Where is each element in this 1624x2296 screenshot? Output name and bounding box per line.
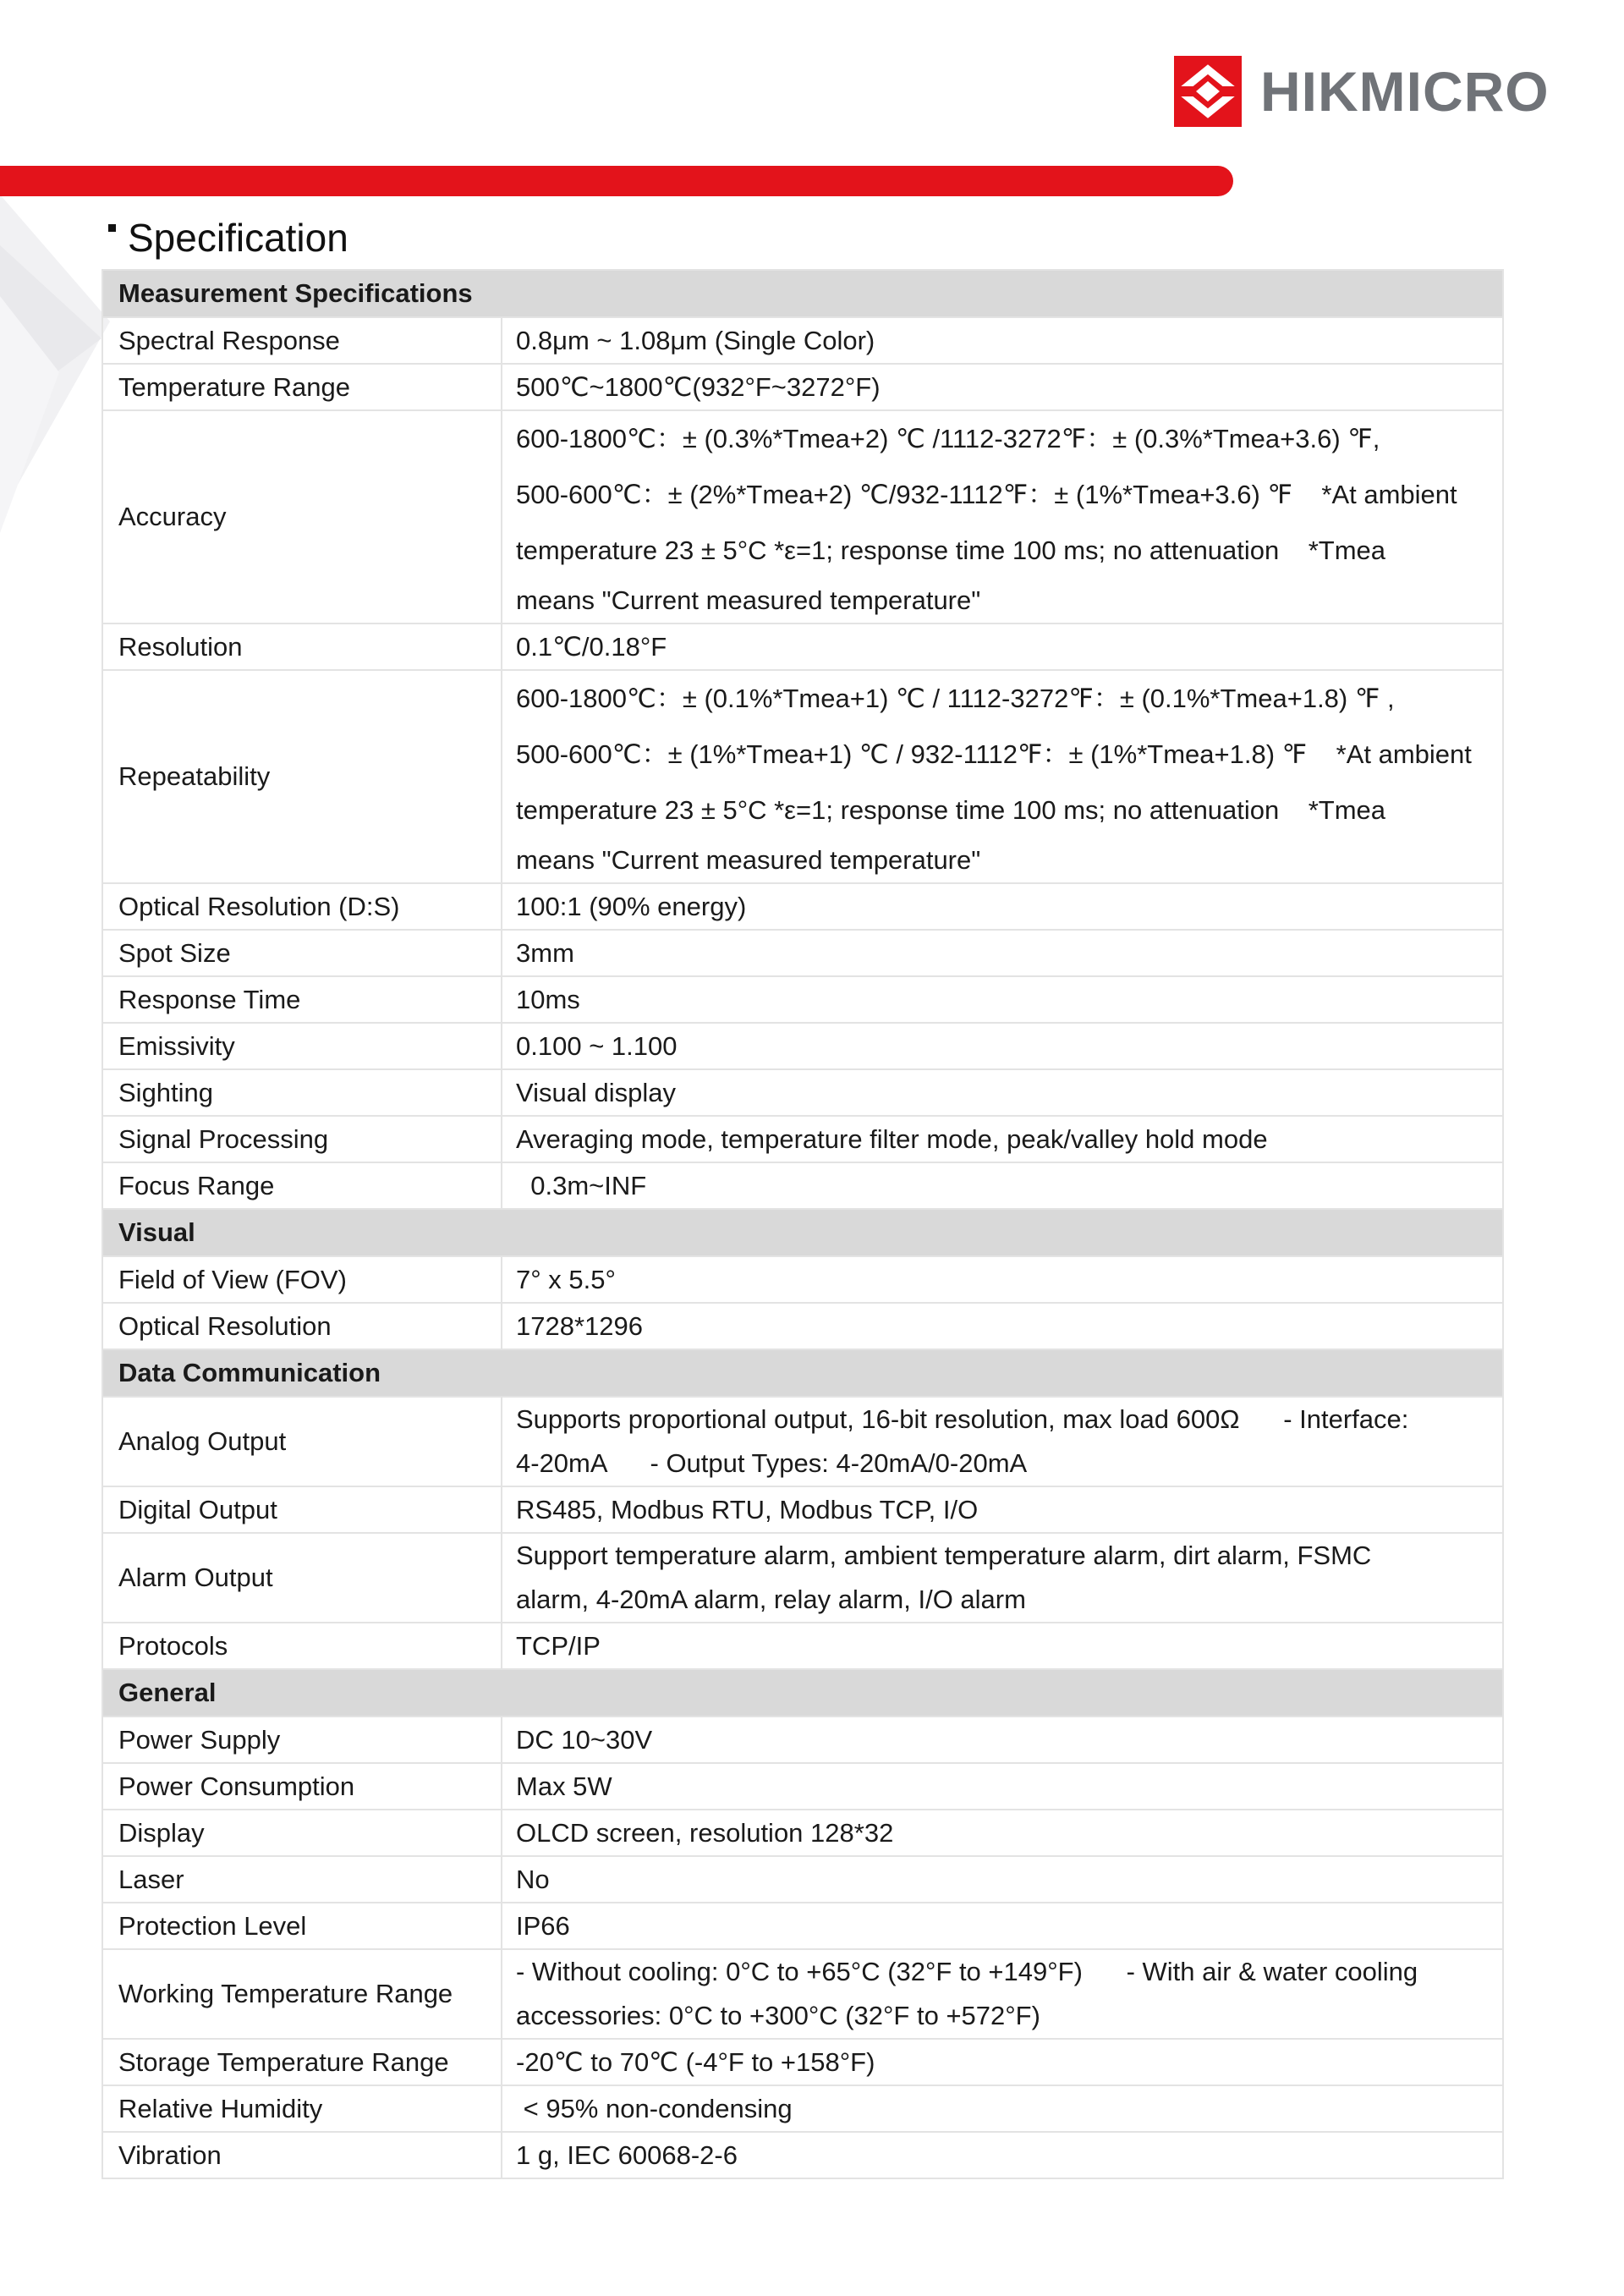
section-header-row xyxy=(102,1669,1503,1717)
spec-label: Power Supply xyxy=(102,1717,502,1763)
table-row xyxy=(102,1303,1503,1349)
table-row xyxy=(102,623,1503,670)
spec-table xyxy=(102,269,1504,2179)
spec-label: Power Consumption xyxy=(102,1763,502,1810)
spec-value-line: temperature 23 ± 5°C *ε=1; response time 100 ms; no attenuation *Tmea xyxy=(516,795,1386,825)
section-header-row xyxy=(102,1349,1503,1397)
table-row xyxy=(102,2039,1503,2085)
spec-label: Response Time xyxy=(102,976,502,1023)
spec-label: Protection Level xyxy=(102,1903,502,1949)
table-row xyxy=(102,883,1503,930)
spec-value-line: Visual display xyxy=(516,1077,676,1107)
section-title: Data Communication xyxy=(102,1349,1503,1397)
section-title: Measurement Specifications xyxy=(102,270,1503,317)
spec-value xyxy=(502,1023,1503,1069)
spec-label: Field of View (FOV) xyxy=(102,1256,502,1303)
spec-value-line: Max 5W xyxy=(516,1771,612,1801)
spec-value xyxy=(502,1256,1503,1303)
spec-value xyxy=(502,1069,1503,1116)
spec-value xyxy=(502,1303,1503,1349)
table-row xyxy=(102,1162,1503,1209)
spec-value xyxy=(502,1116,1503,1162)
spec-label: Sighting xyxy=(102,1069,502,1116)
table-row xyxy=(102,1903,1503,1949)
spec-value-line: 500-600℃：± (2%*Tmea+2) ℃/932-1112℉：± (1%*Tmea+3.6) ℉ *At ambient xyxy=(516,480,1457,509)
spec-value-line: 3mm xyxy=(516,937,574,968)
spec-value xyxy=(502,1949,1503,2039)
spec-label: Analog Output xyxy=(102,1397,502,1486)
spec-value-line: IP66 xyxy=(516,1910,570,1941)
spec-value-line: accessories: 0°C to +300°C (32°F to +572°F) xyxy=(516,2001,1040,2030)
spec-value xyxy=(502,1903,1503,1949)
table-row xyxy=(102,1623,1503,1669)
spec-label: Accuracy xyxy=(102,410,502,623)
spec-label: Resolution xyxy=(102,623,502,670)
table-row xyxy=(102,976,1503,1023)
spec-value-line: DC 10~30V xyxy=(516,1724,653,1755)
spec-label: Optical Resolution (D:S) xyxy=(102,883,502,930)
heading-bullet xyxy=(108,224,116,232)
spec-value-line: Supports proportional output, 16-bit resolution, max load 600Ω - Interface: xyxy=(516,1404,1409,1434)
hikmicro-logo-icon xyxy=(1174,56,1242,127)
spec-label: Focus Range xyxy=(102,1162,502,1209)
spec-value-line: 500-600℃：± (1%*Tmea+1) ℃ / 932-1112℉：± (1%*Tmea+1.8) ℉ *At ambient xyxy=(516,739,1472,769)
spec-value xyxy=(502,670,1503,883)
table-row xyxy=(102,670,1503,883)
spec-value-line: No xyxy=(516,1864,550,1894)
spec-value xyxy=(502,1717,1503,1763)
section-header-row xyxy=(102,270,1503,317)
section-header-row xyxy=(102,1209,1503,1256)
spec-value-line: RS485, Modbus RTU, Modbus TCP, I/O xyxy=(516,1494,979,1524)
spec-value-line: Support temperature alarm, ambient temperature alarm, dirt alarm, FSMC xyxy=(516,1541,1372,1570)
spec-value xyxy=(502,2085,1503,2132)
table-row xyxy=(102,1256,1503,1303)
spec-value xyxy=(502,1397,1503,1486)
spec-value xyxy=(502,364,1503,410)
spec-label: Display xyxy=(102,1810,502,1856)
decorative-shard-graphic xyxy=(0,195,110,533)
spec-label: Protocols xyxy=(102,1623,502,1669)
spec-value-line: means "Current measured temperature" xyxy=(516,585,981,615)
spec-label: Signal Processing xyxy=(102,1116,502,1162)
spec-label: Storage Temperature Range xyxy=(102,2039,502,2085)
spec-value-line: 600-1800℃：± (0.1%*Tmea+1) ℃ / 1112-3272℉：± (0.1%*Tmea+1.8) ℉ , xyxy=(516,684,1395,713)
spec-value-line: 600-1800℃：± (0.3%*Tmea+2) ℃ /1112-3272℉：± (0.3%*Tmea+3.6) ℉, xyxy=(516,424,1380,453)
spec-value-line: temperature 23 ± 5°C *ε=1; response time 100 ms; no attenuation *Tmea xyxy=(516,536,1386,565)
spec-value xyxy=(502,883,1503,930)
table-row xyxy=(102,1856,1503,1903)
spec-label: Temperature Range xyxy=(102,364,502,410)
table-row xyxy=(102,1810,1503,1856)
spec-value xyxy=(502,2132,1503,2178)
header-accent-bar xyxy=(0,166,1233,196)
table-row xyxy=(102,1486,1503,1533)
spec-label: Relative Humidity xyxy=(102,2085,502,2132)
spec-value xyxy=(502,1533,1503,1623)
table-row xyxy=(102,317,1503,364)
spec-label: Working Temperature Range xyxy=(102,1949,502,2039)
spec-label: Digital Output xyxy=(102,1486,502,1533)
spec-value xyxy=(502,1623,1503,1669)
spec-value-line: means "Current measured temperature" xyxy=(516,845,981,875)
spec-label: Repeatability xyxy=(102,670,502,883)
spec-label: Emissivity xyxy=(102,1023,502,1069)
spec-value-line: 0.1℃/0.18°F xyxy=(516,631,667,662)
spec-value xyxy=(502,623,1503,670)
table-row xyxy=(102,2085,1503,2132)
spec-value xyxy=(502,930,1503,976)
spec-value-line: 0.3m~INF xyxy=(516,1170,647,1200)
spec-label: Laser xyxy=(102,1856,502,1903)
table-row xyxy=(102,410,1503,623)
table-row xyxy=(102,2132,1503,2178)
spec-value-line: 10ms xyxy=(516,984,580,1014)
spec-value-line: - Without cooling: 0°C to +65°C (32°F to +149°F) - With air & water cooling xyxy=(516,1957,1418,1986)
table-row xyxy=(102,1116,1503,1162)
spec-value-line: 4-20mA - Output Types: 4-20mA/0-20mA xyxy=(516,1448,1028,1478)
table-row xyxy=(102,1949,1503,2039)
spec-value-line: 1728*1296 xyxy=(516,1310,643,1341)
table-row xyxy=(102,1069,1503,1116)
spec-value-line: 0.100 ~ 1.100 xyxy=(516,1030,678,1061)
section-title: Visual xyxy=(102,1209,1503,1256)
table-row xyxy=(102,364,1503,410)
spec-value-line: alarm, 4-20mA alarm, relay alarm, I/O alarm xyxy=(516,1585,1026,1614)
spec-table-body xyxy=(102,270,1503,2178)
spec-value-line: 500℃~1800℃(932°F~3272°F) xyxy=(516,371,881,402)
spec-value xyxy=(502,410,1503,623)
spec-label: Optical Resolution xyxy=(102,1303,502,1349)
spec-value xyxy=(502,2039,1503,2085)
section-title: General xyxy=(102,1669,1503,1717)
spec-value xyxy=(502,976,1503,1023)
page-title xyxy=(108,216,348,260)
spec-value xyxy=(502,1162,1503,1209)
spec-value-line: 100:1 (90% energy) xyxy=(516,891,747,921)
spec-value-line: 0.8μm ~ 1.08μm (Single Color) xyxy=(516,325,875,355)
table-row xyxy=(102,1717,1503,1763)
spec-label: Spectral Response xyxy=(102,317,502,364)
table-row xyxy=(102,1397,1503,1486)
spec-value xyxy=(502,1810,1503,1856)
table-row xyxy=(102,1763,1503,1810)
page-title-text: Specification xyxy=(128,216,348,260)
spec-value-line: OLCD screen, resolution 128*32 xyxy=(516,1817,894,1848)
spec-value-line: 7° x 5.5° xyxy=(516,1264,616,1294)
spec-value xyxy=(502,1763,1503,1810)
spec-label: Vibration xyxy=(102,2132,502,2178)
table-row xyxy=(102,1533,1503,1623)
spec-value-line: TCP/IP xyxy=(516,1630,601,1661)
table-row xyxy=(102,930,1503,976)
spec-value xyxy=(502,1486,1503,1533)
spec-label: Alarm Output xyxy=(102,1533,502,1623)
table-row xyxy=(102,1023,1503,1069)
spec-value-line: Averaging mode, temperature filter mode, peak/valley hold mode xyxy=(516,1123,1268,1154)
brand-logo xyxy=(1174,56,1550,127)
spec-value xyxy=(502,317,1503,364)
spec-label: Spot Size xyxy=(102,930,502,976)
spec-value-line: < 95% non-condensing xyxy=(516,2093,793,2123)
brand-name: HIKMICRO xyxy=(1260,60,1550,123)
spec-value-line: 1 g, IEC 60068-2-6 xyxy=(516,2139,738,2170)
spec-value-line: -20℃ to 70℃ (-4°F to +158°F) xyxy=(516,2046,875,2077)
spec-value xyxy=(502,1856,1503,1903)
